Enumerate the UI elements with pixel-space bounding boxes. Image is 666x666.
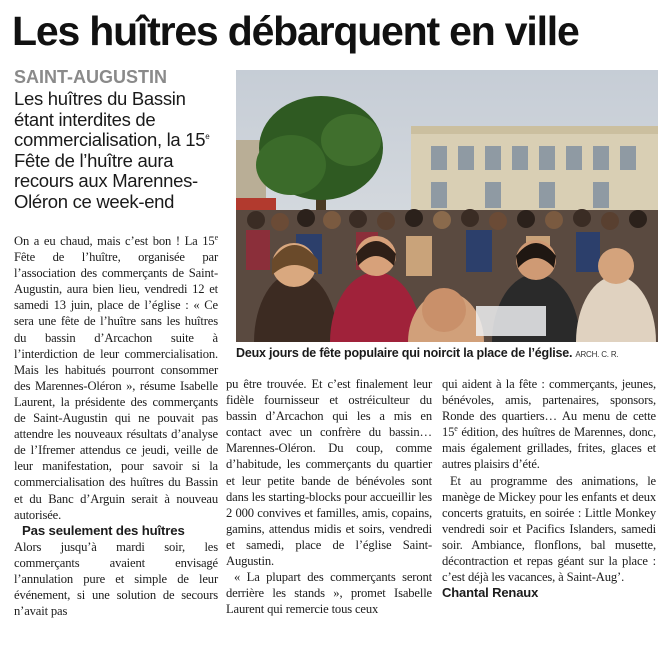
building-facade (411, 130, 658, 220)
festival-photo (236, 70, 658, 342)
article-column-3 (442, 376, 656, 601)
col3-text-a: qui aident à la fête : commerçants, jeunes, bénévoles, amis, partenaires, sponsors, Ronde des quartiers… Au menu de cette 15 (442, 377, 656, 440)
col3-superscript: e (454, 424, 458, 434)
caption-text: Deux jours de fête populaire qui noircit la place de l’église. (236, 346, 573, 360)
col1-text-b: Fête de l’huître, organisée par l’association des commerçants de Saint-Augustin, aura bien lieu, vendredi 12 et samedi 13 juin, place de l’église : « Ce sera une fête de l’huître sans les huîtres du bassin d’Arcachon suite à l’interdiction de leur commercialisation. Mais les habitués pourront consommer des Marennes-Oléron », résume Isabelle Laurent, la présidente des commerçants de Saint-Augustin qui ne pouvait pas attendre les nouveaux résultats d’analyse de l’Ifremer attendus ce jeudi, veille de leur manifestation, pour savoir si la commercialisation des huîtres du Bassin et du Banc d’Arguin serait à nouveau autorisée. (14, 250, 218, 522)
article-column-1 (14, 233, 218, 619)
paragraph: « La plupart des commerçants seront derrière les stands », promet Isabelle Laurent qui remercie tous ceux (226, 570, 432, 617)
paragraph (442, 376, 656, 473)
col1-text-a: On a eu chaud, mais c’est bon ! La 15 (14, 234, 215, 248)
lead-text-2: Fête de l’huître aura recours aux Marennes-Oléron ce week-end (14, 149, 198, 212)
article-column-2 (226, 376, 432, 617)
lead-text-1: Les huîtres du Bassin étant interdites de commercialisation, la 15 (14, 88, 206, 150)
section-subheading: Pas seulement des huîtres (22, 522, 185, 538)
paragraph: Et au programme des animations, le manège de Mickey pour les enfants et deux concerts gratuits, en soirée : Little Monkey vendredi soir et Pacifics Islanders, samedi soir. Ambiance, flonflons, bal musette, décontraction et repas géant sur la place : c’est déjà les vacances, à Saint-Aug’. (442, 473, 656, 585)
lead-superscript: e (205, 131, 210, 141)
paragraph: Alors jusqu’à mardi soir, les commerçants avaient envisagé l’annulation pure et simple de leur événement, si une solution de secours n’avait pas (14, 539, 218, 619)
photo-caption (236, 346, 666, 360)
location-kicker: SAINT-AUGUSTIN (14, 67, 167, 87)
article-headline: Les huîtres débarquent en ville (12, 8, 579, 54)
article-lead (14, 89, 226, 212)
author-signature: Chantal Renaux (442, 585, 539, 601)
col1-superscript: e (214, 232, 218, 242)
crowd-scene-illustration (236, 70, 658, 342)
col3-text-b: édition, des huîtres de Marennes, donc, mais également grillades, frites, glaces et autres plaisirs d’été. (442, 425, 656, 472)
paragraph (14, 233, 218, 523)
paragraph: pu être trouvée. Et c’est finalement leur fidèle fournisseur et ostréiculteur du bassin d’Arcachon qui les a mis en contact avec un confrère du bassin… Marennes-Oléron. Du coup, comme d’habitude, les commerçants du quartier et leur petite bande de bénévoles sont dans les starting-blocks pour accueillir les 2 000 convives et familles, amis, copains, gamins, attendus midis et soirs, vendredi et samedi, place de l’église Saint-Augustin. (226, 377, 432, 569)
photo-credit: ARCH. C. R. (575, 350, 619, 359)
